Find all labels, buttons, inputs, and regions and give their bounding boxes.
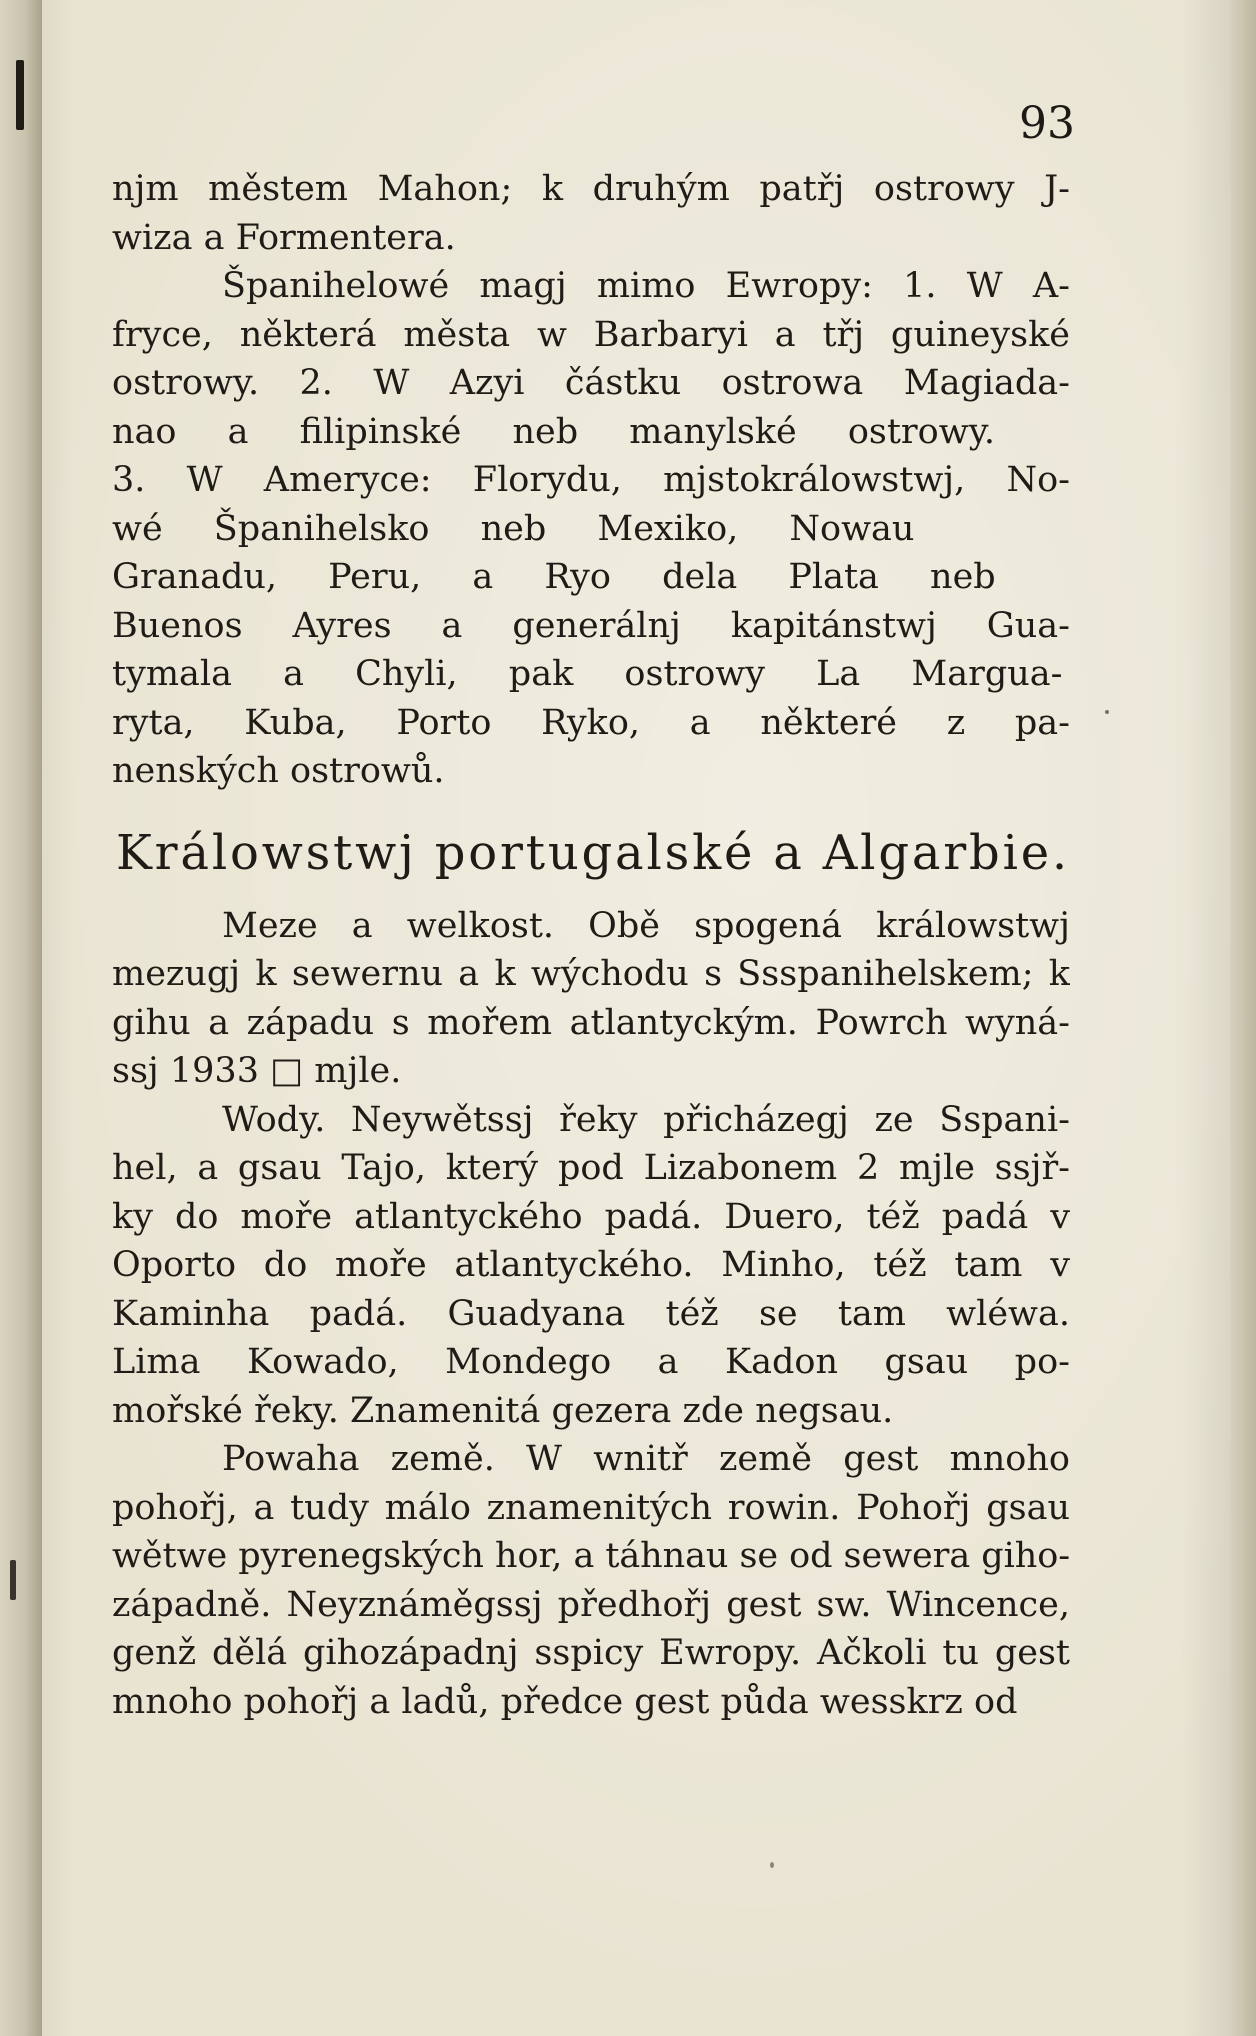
paper-speck <box>1105 710 1109 714</box>
text-line: fryce, některá města w Barbaryi a třj guineyské <box>112 314 1070 355</box>
text-line: Kaminha padá. Guadyana též se tam wléwa. <box>112 1293 1070 1334</box>
text-line: ryta, Kuba, Porto Ryko, a některé z pa- <box>112 702 1070 743</box>
paragraph-first-line: Španihelowé magj mimo Ewropy: 1. W A- <box>222 266 1070 306</box>
text-line: tymala a Chyli, pak ostrowy La Margua- <box>112 654 1063 694</box>
text-line: Lima Kowado, Mondego a Kadon gsau po- <box>112 1342 1070 1382</box>
text-line: mezugj k sewernu a k wýchodu s Ssspanihelskem; k <box>112 954 1070 994</box>
text-line: nao a filipinské neb manylské ostrowy. <box>112 411 995 452</box>
section-heading: Králowstwj portugalské a Algarbie. <box>116 824 1070 881</box>
text-line: nenských ostrowů. <box>112 751 445 791</box>
page-number: 93 <box>1019 98 1075 149</box>
text-line: gihu a západu s mořem atlantyckým. Powrch wyná- <box>112 1002 1070 1043</box>
text-line: wiza a Formentera. <box>112 217 456 258</box>
text-line: 3. W Ameryce: Florydu, mjstokrálowstwj, No- <box>112 460 1070 500</box>
text-line: ky do moře atlantyckého padá. Duero, též padá v <box>112 1196 1070 1237</box>
text-line: wé Španihelsko neb Mexiko, Nowau <box>112 508 915 549</box>
body-text <box>112 165 1070 1726</box>
text-line: njm městem Mahon; k druhým patřj ostrowy J- <box>112 169 1070 209</box>
binding-mark <box>10 1560 16 1600</box>
paragraph-first-line: Meze a welkost. Obě spogená králowstwj <box>222 905 1070 946</box>
text-line: mnoho pohořj a ladů, předce gest půda wesskrz od <box>112 1681 1018 1722</box>
text-line: mořské řeky. Znamenitá gezera zde negsau. <box>112 1390 894 1431</box>
text-line: Oporto do moře atlantyckého. Minho, též tam v <box>112 1245 1070 1285</box>
book-binding-edge <box>0 0 42 2036</box>
text-line: západně. Neyznáměgssj předhořj gest sw. Wincence, <box>112 1584 1070 1625</box>
text-line: pohořj, a tudy málo znamenitých rowin. Pohořj gsau <box>112 1487 1070 1528</box>
paper-speck <box>770 1862 774 1868</box>
paragraph-first-line: Powaha země. W wnitř země gest mnoho <box>222 1439 1070 1479</box>
text-line: hel, a gsau Tajo, který pod Lizabonem 2 mjle ssjř- <box>112 1148 1070 1188</box>
binding-mark <box>16 60 24 130</box>
text-line: Granadu, Peru, a Ryo dela Plata neb <box>112 557 996 597</box>
text-line: ssj 1933 □ mjle. <box>112 1051 402 1091</box>
page-edge <box>1230 0 1256 2036</box>
paragraph-first-line: Wody. Neywětssj řeky přicházegj ze Sspani- <box>222 1099 1070 1140</box>
text-line: Buenos Ayres a generálnj kapitánstwj Gua- <box>112 605 1070 646</box>
text-line: ostrowy. 2. W Azyi částku ostrowa Magiada- <box>112 363 1070 403</box>
text-line: wětwe pyrenegských hor, a táhnau se od sewera giho- <box>112 1536 1070 1576</box>
text-line: genž dělá gihozápadnj sspicy Ewropy. Ačkoli tu gest <box>112 1633 1070 1673</box>
